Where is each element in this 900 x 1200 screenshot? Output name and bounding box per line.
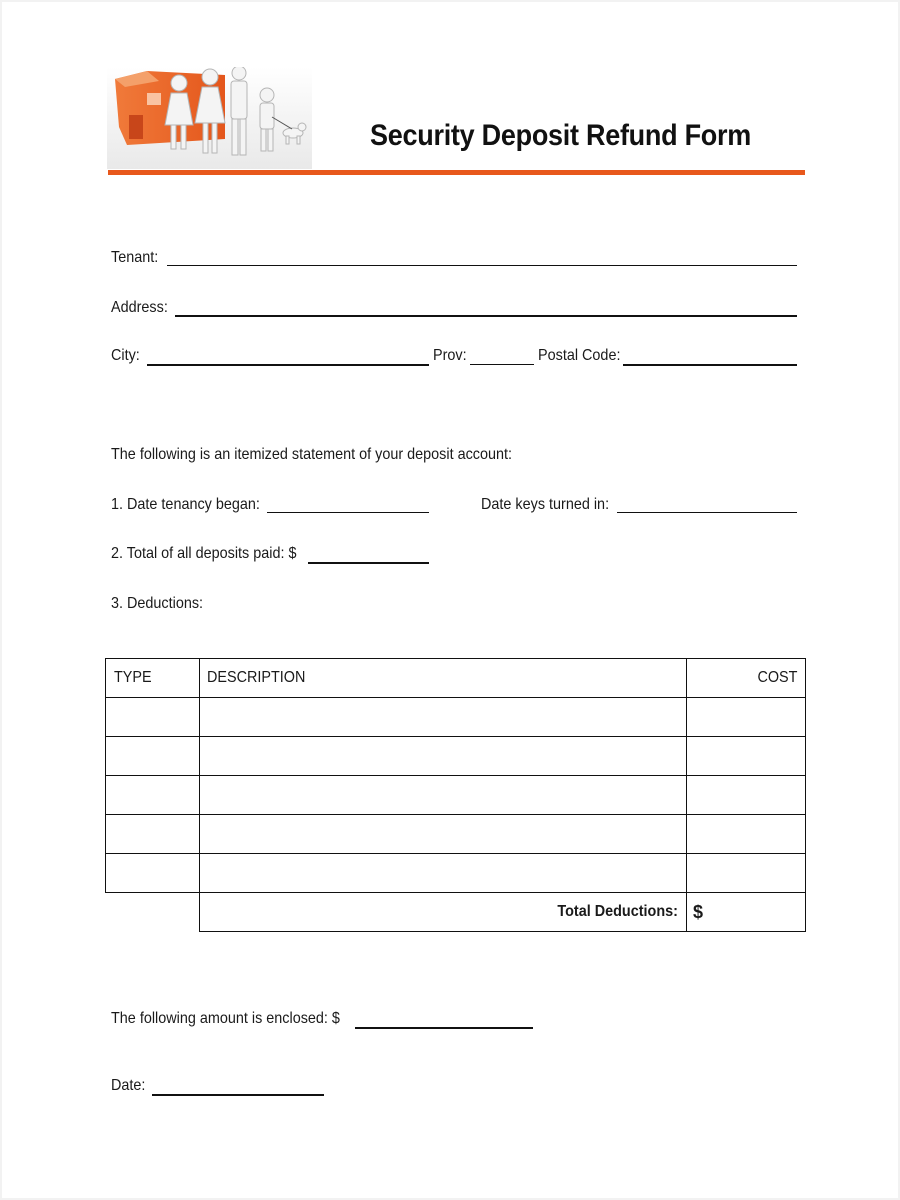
- type-cell[interactable]: [106, 815, 200, 854]
- description-header: DESCRIPTION: [207, 669, 306, 686]
- total-deductions-currency: $: [693, 901, 704, 922]
- type-cell[interactable]: [106, 737, 200, 776]
- cost-cell[interactable]: [687, 854, 806, 893]
- description-cell[interactable]: [200, 776, 687, 815]
- type-cell[interactable]: [106, 698, 200, 737]
- date-field[interactable]: [152, 1094, 324, 1096]
- statement-intro: The following is an itemized statement of your deposit account:: [111, 446, 513, 463]
- postal-code-field[interactable]: [623, 364, 797, 366]
- description-cell[interactable]: [200, 698, 687, 737]
- total-deposits-label: 2. Total of all deposits paid: $: [111, 545, 297, 562]
- type-header-cell: [106, 659, 200, 698]
- table-row: [106, 815, 806, 854]
- type-header: TYPE: [114, 669, 152, 686]
- description-cell[interactable]: [200, 737, 687, 776]
- table-row: [106, 854, 806, 893]
- city-label: City:: [111, 347, 140, 364]
- prov-label: Prov:: [433, 347, 467, 364]
- date-tenancy-began-label: 1. Date tenancy began:: [111, 496, 260, 513]
- deductions-table: [105, 658, 806, 932]
- type-cell[interactable]: [106, 776, 200, 815]
- total-deductions-row: [106, 893, 806, 932]
- description-cell[interactable]: [200, 854, 687, 893]
- form-page: [2, 2, 898, 1198]
- cost-header-cell: [687, 659, 806, 698]
- table-row: [106, 698, 806, 737]
- blank-cell: [106, 893, 200, 932]
- date-tenancy-began-field[interactable]: [267, 512, 429, 513]
- tenant-field[interactable]: [167, 265, 797, 266]
- description-cell[interactable]: [200, 815, 687, 854]
- city-field[interactable]: [147, 364, 429, 366]
- date-label: Date:: [111, 1077, 146, 1094]
- tenant-label: Tenant:: [111, 249, 159, 266]
- amount-enclosed-field[interactable]: [355, 1027, 533, 1029]
- cost-cell[interactable]: [687, 776, 806, 815]
- deductions-label: 3. Deductions:: [111, 595, 204, 612]
- table-row: [106, 776, 806, 815]
- postal-code-label: Postal Code:: [538, 347, 621, 364]
- form-title: Security Deposit Refund Form: [370, 119, 751, 152]
- table-header-row: [106, 659, 806, 698]
- cost-cell[interactable]: [687, 737, 806, 776]
- cost-cell[interactable]: [687, 815, 806, 854]
- date-keys-turned-in-label: Date keys turned in:: [481, 496, 610, 513]
- prov-field[interactable]: [470, 364, 534, 365]
- total-deductions-label-cell: [200, 893, 687, 932]
- total-deductions-label: Total Deductions:: [557, 903, 678, 920]
- title-divider: [108, 170, 805, 175]
- family-house-icon: [107, 67, 312, 169]
- description-header-cell: [200, 659, 687, 698]
- title-divider-bar: [108, 170, 805, 175]
- cost-cell[interactable]: [687, 698, 806, 737]
- total-deposits-field[interactable]: [308, 562, 429, 564]
- date-keys-turned-in-field[interactable]: [617, 512, 797, 513]
- address-label: Address:: [111, 299, 168, 316]
- total-deductions-field[interactable]: [687, 893, 806, 932]
- address-field[interactable]: [175, 315, 797, 317]
- amount-enclosed-label: The following amount is enclosed: $: [111, 1010, 340, 1027]
- table-row: [106, 737, 806, 776]
- type-cell[interactable]: [106, 854, 200, 893]
- cost-header: COST: [756, 669, 797, 686]
